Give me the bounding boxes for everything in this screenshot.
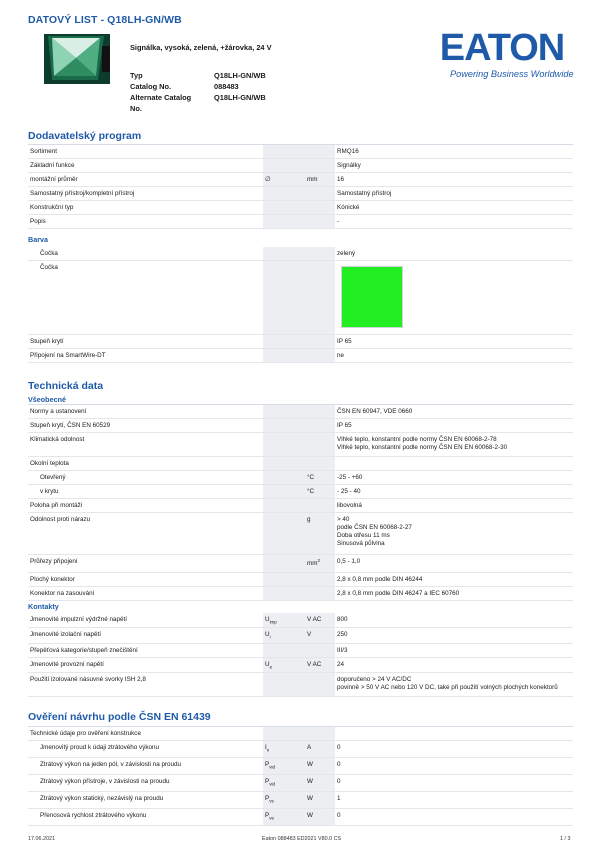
row-unit: mm bbox=[305, 173, 335, 186]
row-label: Průřezy připojení bbox=[30, 558, 78, 565]
table-row bbox=[28, 775, 573, 792]
row-value: ne bbox=[337, 352, 345, 359]
table-row bbox=[28, 335, 573, 349]
supplier-program-table bbox=[28, 145, 573, 229]
row-unit: °C bbox=[305, 471, 335, 484]
row-value: -25 - +60 bbox=[337, 474, 363, 481]
row-label: Přepěťová kategorie/stupeň znečištění bbox=[30, 646, 138, 654]
row-value: 0 bbox=[337, 812, 341, 819]
value-line: Vlhké teplo, konstantní podle normy ČSN EN 60068-2-78 bbox=[337, 436, 497, 443]
row-symbol: ∅ bbox=[263, 173, 305, 186]
row-unit: W bbox=[305, 758, 335, 774]
row-unit: V bbox=[305, 628, 335, 642]
value-line: Vlhké teplo, konstantní podle normy ČSN EN EN 60068-2-30 bbox=[337, 444, 508, 451]
row-value: libovolná bbox=[337, 502, 362, 509]
row-label: Klimatická odolnost bbox=[30, 436, 85, 443]
table-row bbox=[28, 628, 573, 643]
section-heading-supplier-program: Dodavatelský program bbox=[28, 130, 142, 142]
row-value bbox=[335, 457, 573, 470]
row-value: 250 bbox=[337, 631, 348, 639]
row-unit bbox=[305, 457, 335, 470]
table-row bbox=[28, 247, 573, 261]
product-image bbox=[42, 32, 112, 86]
footer-date: 17.06.2021 bbox=[28, 836, 55, 842]
row-value: 16 bbox=[337, 176, 345, 183]
table-row bbox=[28, 613, 573, 628]
value-line: podle ČSN EN 60068-2-27 bbox=[337, 524, 412, 531]
unit-sup: 2 bbox=[317, 558, 321, 563]
symbol: U bbox=[265, 660, 270, 668]
table-row bbox=[28, 809, 573, 826]
value-line: povinně > 50 V AC nebo 120 V DC, také při použití volných plochých konektorů bbox=[337, 683, 558, 691]
symbol: I bbox=[265, 744, 267, 751]
row-label: v krytu bbox=[40, 488, 59, 495]
row-label: Stupeň krytí, ČSN EN 60529 bbox=[30, 422, 111, 429]
table-row bbox=[28, 349, 573, 363]
row-label: Ztrátový výkon na jeden pól, v závislosti na proudu bbox=[40, 761, 182, 768]
eaton-wordmark bbox=[428, 30, 576, 64]
row-value bbox=[335, 673, 573, 696]
footer-doc-id: Eaton 088483 ED2021 V80.0 CS bbox=[262, 836, 342, 842]
table-row bbox=[28, 587, 573, 601]
row-value: 24 bbox=[337, 660, 345, 668]
row-value: Samostatný přístroj bbox=[337, 190, 392, 197]
symbol: P bbox=[265, 778, 270, 785]
row-value bbox=[335, 513, 573, 554]
row-unit bbox=[305, 644, 335, 657]
row-symbol bbox=[263, 741, 305, 757]
row-label: Plochý konektor bbox=[30, 576, 75, 583]
meta-label: Typ bbox=[130, 71, 143, 80]
symbol: U bbox=[265, 616, 270, 623]
row-symbol bbox=[263, 775, 305, 791]
row-value: 2,8 x 0,8 mm podle DIN 46247 a IEC 60760 bbox=[337, 590, 460, 597]
product-subtitle: Signálka, vysoká, zelená, +žárovka, 24 V bbox=[130, 43, 272, 52]
row-label: Konstrukční typ bbox=[30, 204, 74, 211]
row-label: Jmenovité izolační napětí bbox=[30, 631, 102, 639]
logo-tagline: Powering Business Worldwide bbox=[450, 69, 574, 79]
symbol-sub: i bbox=[269, 634, 271, 640]
table-row bbox=[28, 457, 573, 471]
logo-text: EATON bbox=[439, 30, 565, 64]
row-label: Jmenovitý proud k údaji ztrátového výkonu bbox=[40, 744, 160, 751]
row-unit: g bbox=[305, 513, 335, 554]
row-value: ČSN EN 60947, VDE 0660 bbox=[337, 408, 413, 415]
row-label: Okolní teplota bbox=[30, 460, 69, 467]
table-row bbox=[28, 758, 573, 775]
design-verification-table bbox=[28, 727, 573, 826]
row-symbol bbox=[263, 809, 305, 825]
row-unit bbox=[305, 587, 335, 600]
row-symbol bbox=[263, 215, 305, 228]
symbol-sub: vs bbox=[269, 798, 274, 804]
row-value: III/3 bbox=[337, 646, 348, 654]
row-label: Ztrátový výkon přístroje, v závislosti na proudu bbox=[40, 778, 170, 785]
row-label: Ztrátový výkon statický, nezávislý na proudu bbox=[40, 795, 164, 802]
unit-text: mm bbox=[307, 560, 318, 568]
row-symbol bbox=[263, 145, 305, 158]
symbol-sub: n bbox=[266, 747, 270, 753]
row-value: Kónické bbox=[337, 204, 360, 211]
row-unit bbox=[305, 159, 335, 172]
table-row bbox=[28, 433, 573, 457]
row-unit: W bbox=[305, 809, 335, 825]
row-label: Základní funkce bbox=[30, 162, 75, 169]
table-row bbox=[28, 658, 573, 673]
table-row bbox=[28, 187, 573, 201]
row-symbol bbox=[263, 658, 305, 672]
contacts-table bbox=[28, 613, 573, 697]
row-label: Normy a ustanovení bbox=[30, 408, 87, 415]
symbol: U bbox=[265, 631, 270, 639]
symbol-sub: ve bbox=[269, 815, 274, 821]
symbol: P bbox=[265, 812, 270, 819]
table-row bbox=[28, 792, 573, 809]
row-symbol bbox=[263, 187, 305, 200]
table-row bbox=[28, 741, 573, 758]
section-heading-design-verification: Ověření návrhu podle ČSN EN 61439 bbox=[28, 711, 211, 723]
value-line: > 40 bbox=[337, 516, 350, 523]
meta-label: Alternate Catalog bbox=[130, 93, 192, 102]
row-label: Čočka bbox=[40, 264, 58, 271]
row-unit bbox=[305, 405, 335, 418]
color-table bbox=[28, 247, 573, 363]
row-symbol bbox=[263, 201, 305, 214]
row-label: Sortiment bbox=[30, 148, 57, 155]
row-value: 0 bbox=[337, 778, 341, 785]
table-row bbox=[28, 485, 573, 499]
row-label: Konektor na zasouvání bbox=[30, 590, 95, 597]
row-unit bbox=[305, 201, 335, 214]
row-unit: °C bbox=[305, 485, 335, 498]
row-value: 0,5 - 1,0 bbox=[337, 558, 361, 565]
value-line: Doba otřesu 11 ms bbox=[337, 532, 390, 539]
table-row bbox=[28, 573, 573, 587]
footer-page-number: 1 / 3 bbox=[560, 836, 571, 842]
row-symbol bbox=[263, 613, 305, 627]
table-row bbox=[28, 145, 573, 159]
table-row bbox=[28, 673, 573, 697]
value-line: doporučeno > 24 V AC/DC bbox=[337, 675, 412, 683]
row-label: Stupeň krytí bbox=[30, 338, 64, 345]
row-label: Čočka bbox=[40, 250, 58, 257]
row-value: IP 65 bbox=[337, 422, 352, 429]
eaton-logo bbox=[428, 30, 576, 79]
row-value bbox=[335, 433, 573, 456]
row-unit bbox=[305, 499, 335, 512]
table-row bbox=[28, 201, 573, 215]
subsection-heading-color: Barva bbox=[28, 235, 48, 244]
row-unit bbox=[305, 215, 335, 228]
row-unit bbox=[305, 673, 335, 696]
subsection-heading-contacts: Kontakty bbox=[28, 602, 59, 611]
row-label: Samostatný přístroj/kompletní přístroj bbox=[30, 190, 135, 197]
row-unit: W bbox=[305, 775, 335, 791]
row-unit: A bbox=[305, 741, 335, 757]
table-row bbox=[28, 644, 573, 658]
row-unit: V AC bbox=[305, 613, 335, 627]
product-meta bbox=[130, 70, 266, 114]
table-row bbox=[28, 555, 573, 573]
row-value: Signálky bbox=[337, 162, 361, 169]
row-unit bbox=[305, 187, 335, 200]
symbol-sub: imp bbox=[269, 619, 277, 625]
table-row bbox=[28, 727, 573, 741]
row-unit: W bbox=[305, 792, 335, 808]
row-label: Jmenovité impulzní výdržné napětí bbox=[30, 616, 127, 623]
row-symbol bbox=[263, 628, 305, 642]
table-row bbox=[28, 499, 573, 513]
symbol: P bbox=[265, 761, 270, 768]
row-label: Technické údaje pro ověření konstrukce bbox=[30, 730, 141, 737]
table-row bbox=[28, 261, 573, 335]
table-row bbox=[28, 173, 573, 187]
row-unit: V AC bbox=[305, 658, 335, 672]
row-label: Popis bbox=[30, 218, 46, 225]
row-label: Poloha při montáži bbox=[30, 502, 83, 509]
row-label: Použití izolované násuvné svorky ISH 2,8 bbox=[30, 675, 146, 683]
symbol-sub: vid bbox=[269, 764, 275, 770]
meta-value: 088483 bbox=[214, 82, 239, 91]
table-row bbox=[28, 471, 573, 485]
meta-value: Q18LH-GN/WB bbox=[214, 71, 266, 80]
symbol: P bbox=[265, 795, 270, 802]
value-line: Sinusová půlvlna bbox=[337, 540, 385, 547]
row-symbol bbox=[263, 792, 305, 808]
row-label: Odolnost proti nárazu bbox=[30, 516, 91, 523]
document-title: DATOVÝ LIST - Q18LH-GN/WB bbox=[28, 14, 182, 26]
row-label: Otevřený bbox=[40, 474, 66, 481]
symbol-sub: e bbox=[269, 663, 273, 669]
table-row bbox=[28, 513, 573, 555]
technical-data-table bbox=[28, 405, 573, 601]
row-value: 800 bbox=[337, 616, 348, 623]
meta-label: Catalog No. bbox=[130, 82, 172, 91]
row-value: 1 bbox=[337, 795, 341, 802]
row-value: zelený bbox=[337, 250, 356, 257]
lens-color-swatch bbox=[341, 266, 403, 328]
meta-value: Q18LH-GN/WB bbox=[214, 93, 266, 102]
row-unit bbox=[305, 145, 335, 158]
row-label: Připojení na SmartWire-DT bbox=[30, 352, 106, 359]
meta-label: No. bbox=[130, 104, 142, 113]
row-value: - bbox=[337, 218, 340, 225]
table-row bbox=[28, 419, 573, 433]
row-unit bbox=[305, 573, 335, 586]
section-heading-technical-data: Technická data bbox=[28, 380, 104, 392]
row-value: RMQ16 bbox=[337, 148, 359, 155]
row-unit bbox=[305, 433, 335, 456]
row-label: montážní průměr bbox=[30, 176, 78, 183]
table-row bbox=[28, 215, 573, 229]
table-row bbox=[28, 159, 573, 173]
row-value: IP 65 bbox=[337, 338, 352, 345]
subsection-heading-general: Všeobecné bbox=[28, 395, 66, 404]
symbol-sub: vid bbox=[269, 781, 275, 787]
row-label: Jmenovité provozní napětí bbox=[30, 660, 104, 668]
table-row bbox=[28, 405, 573, 419]
row-value: 0 bbox=[337, 744, 341, 751]
row-value: 2,8 x 0,8 mm podle DIN 46244 bbox=[337, 576, 423, 583]
row-symbol bbox=[263, 758, 305, 774]
row-unit bbox=[305, 419, 335, 432]
row-value: - 25 - 40 bbox=[337, 488, 361, 495]
row-value: 0 bbox=[337, 761, 341, 768]
row-label: Přenosová rychlost ztrátového výkonu bbox=[40, 812, 147, 819]
row-symbol bbox=[263, 159, 305, 172]
row-unit bbox=[305, 555, 335, 572]
